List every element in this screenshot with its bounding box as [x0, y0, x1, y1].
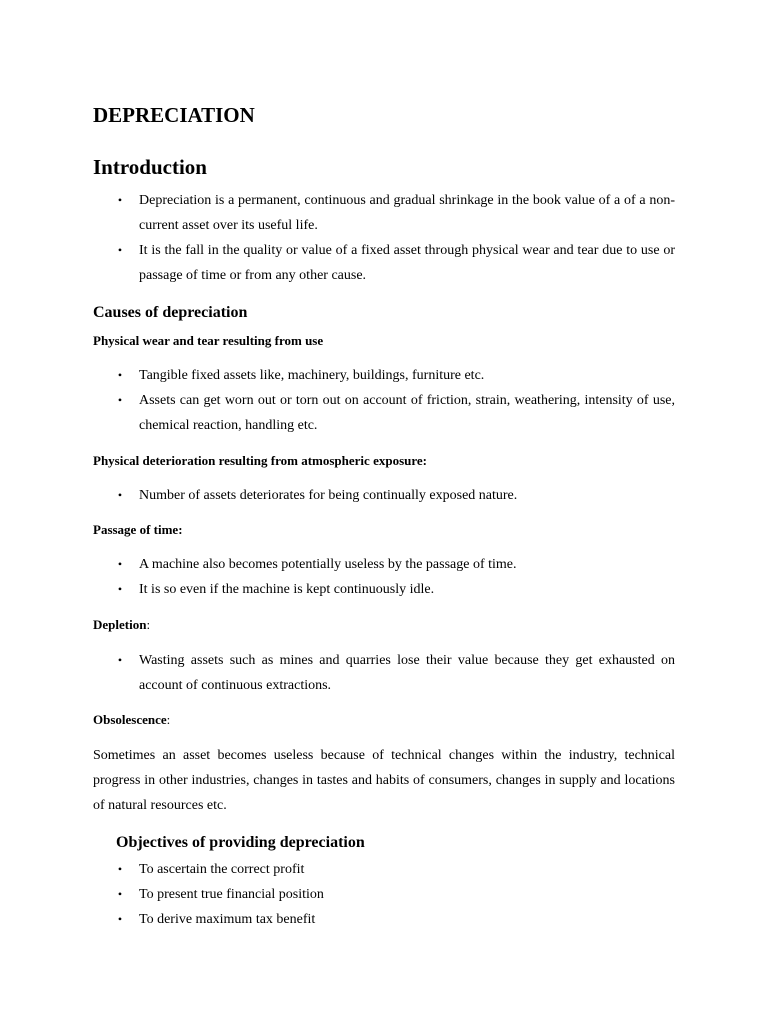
bullet-icon: •	[117, 368, 123, 382]
list-item-text: It is so even if the machine is kept continuously idle.	[139, 582, 435, 597]
bullet-icon: •	[117, 243, 123, 257]
objectives-heading: Objectives of providing depreciation	[116, 834, 365, 851]
list-item-text: Assets can get worn out or torn out on account of friction, strain, weathering, intensity of use, chemical reaction, handling etc.	[139, 393, 675, 433]
bullet-icon: •	[117, 193, 123, 207]
bullet-icon: •	[117, 557, 123, 571]
depletion-list	[93, 648, 675, 698]
obsolescence-subheading	[93, 711, 170, 729]
introduction-list	[93, 188, 675, 288]
list-item	[93, 483, 675, 508]
list-item-text: Tangible fixed assets like, machinery, buildings, furniture etc.	[139, 368, 485, 383]
deterioration-subheading: Physical deterioration resulting from atmospheric exposure:	[93, 453, 427, 468]
bullet-icon: •	[117, 912, 123, 926]
deterioration-list	[93, 483, 675, 508]
list-item-text: To derive maximum tax benefit	[139, 912, 316, 927]
list-item-text: Depreciation is a permanent, continuous and gradual shrinkage in the book value of a of a non-current asset over its useful life.	[139, 193, 675, 233]
obsolescence-paragraph: Sometimes an asset becomes useless because of technical changes within the industry, technical progress in other industries, changes in tastes and habits of consumers, changes in supply and locations of natural resources etc.	[93, 748, 675, 813]
list-item-text: It is the fall in the quality or value of a fixed asset through physical wear and tear due to use or passage of time or from any other cause.	[139, 243, 675, 283]
list-item	[93, 577, 675, 602]
list-item-text: To ascertain the correct profit	[139, 862, 305, 877]
wear-subheading: Physical wear and tear resulting from use	[93, 333, 324, 348]
list-item-text: Number of assets deteriorates for being continually exposed nature.	[139, 488, 518, 503]
objectives-list	[93, 857, 675, 932]
depletion-label: Depletion	[93, 617, 147, 632]
list-item-text: To present true financial position	[139, 887, 324, 902]
list-item	[93, 363, 675, 388]
causes-heading: Causes of depreciation	[93, 304, 248, 321]
passage-subheading: Passage of time:	[93, 522, 183, 537]
bullet-icon: •	[117, 488, 123, 502]
list-item	[93, 857, 675, 882]
list-item-text: Wasting assets such as mines and quarries lose their value because they get exhausted on account of continuous extractions.	[139, 653, 675, 693]
wear-list	[93, 363, 675, 438]
introduction-heading: Introduction	[93, 155, 207, 179]
bullet-icon: •	[117, 862, 123, 876]
list-item	[93, 552, 675, 577]
bullet-icon: •	[117, 653, 123, 667]
list-item	[93, 882, 675, 907]
document-title: DEPRECIATION	[93, 103, 255, 127]
list-item	[93, 238, 675, 288]
list-item	[93, 907, 675, 932]
bullet-icon: •	[117, 887, 123, 901]
passage-list	[93, 552, 675, 602]
list-item	[93, 648, 675, 698]
depletion-colon: :	[146, 617, 151, 632]
obsolescence-colon: :	[166, 712, 171, 727]
bullet-icon: •	[117, 582, 123, 596]
list-item	[93, 188, 675, 238]
depletion-subheading	[93, 616, 150, 634]
bullet-icon: •	[117, 393, 123, 407]
obsolescence-label: Obsolescence	[93, 712, 167, 727]
list-item	[93, 388, 675, 438]
list-item-text: A machine also becomes potentially useless by the passage of time.	[139, 557, 517, 572]
